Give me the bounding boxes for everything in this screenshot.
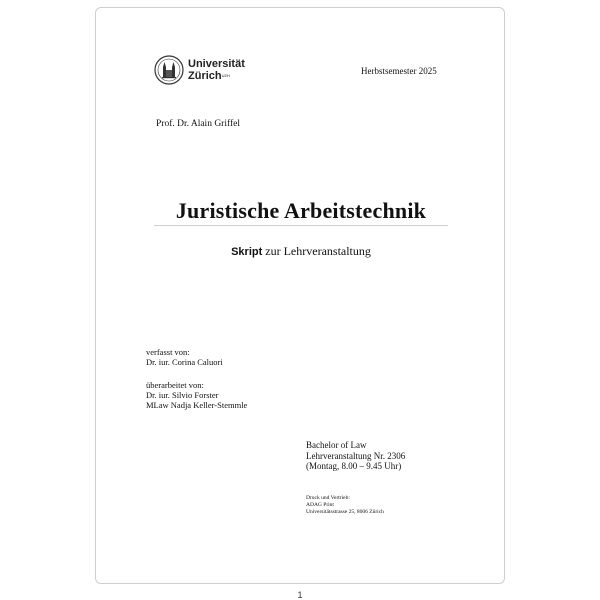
subtitle-part2: zur: [262, 244, 284, 258]
author-name: Dr. iur. Corina Caluori: [146, 357, 223, 367]
print-line: Druck und Vertrieb:: [306, 495, 350, 501]
document-title: Juristische Arbeitstechnik: [175, 198, 427, 223]
course-line: (Montag, 8.00 – 9.45 Uhr): [306, 461, 402, 471]
authored-block: [146, 347, 223, 367]
university-mark: UZH: [221, 73, 230, 78]
course-line: Lehrveranstaltung Nr. 2306: [306, 450, 406, 461]
reviser-name: MLaw Nadja Keller-Stemmle: [146, 400, 248, 410]
print-line: Universitätsstrasse 25, 8006 Zürich: [306, 509, 384, 515]
print-info-block: [306, 495, 384, 516]
university-name-line2: Zürich: [188, 70, 222, 82]
document-subtitle: [154, 244, 448, 259]
university-seal-icon: [154, 55, 184, 85]
semester-label: Herbstsemester 2025: [361, 66, 437, 76]
university-name: [188, 58, 245, 82]
subtitle-part3: Lehrveranstaltung: [283, 244, 371, 258]
authored-label: verfasst von:: [146, 347, 190, 357]
reviser-name: Dr. iur. Silvio Forster: [146, 390, 219, 400]
print-line: ADAG Print: [306, 502, 334, 508]
professor-name: Prof. Dr. Alain Griffel: [156, 119, 240, 129]
university-logo: [154, 55, 245, 85]
course-info-block: [306, 440, 405, 472]
revised-label: überarbeitet von:: [146, 380, 204, 390]
revised-block: [146, 380, 247, 410]
university-name-line1: Universität: [188, 58, 245, 70]
title-divider: [154, 225, 448, 226]
document-page: [95, 7, 505, 584]
course-line: Bachelor of Law: [306, 440, 367, 450]
page-number: 1: [297, 590, 303, 600]
subtitle-part1: Skript: [231, 246, 263, 258]
